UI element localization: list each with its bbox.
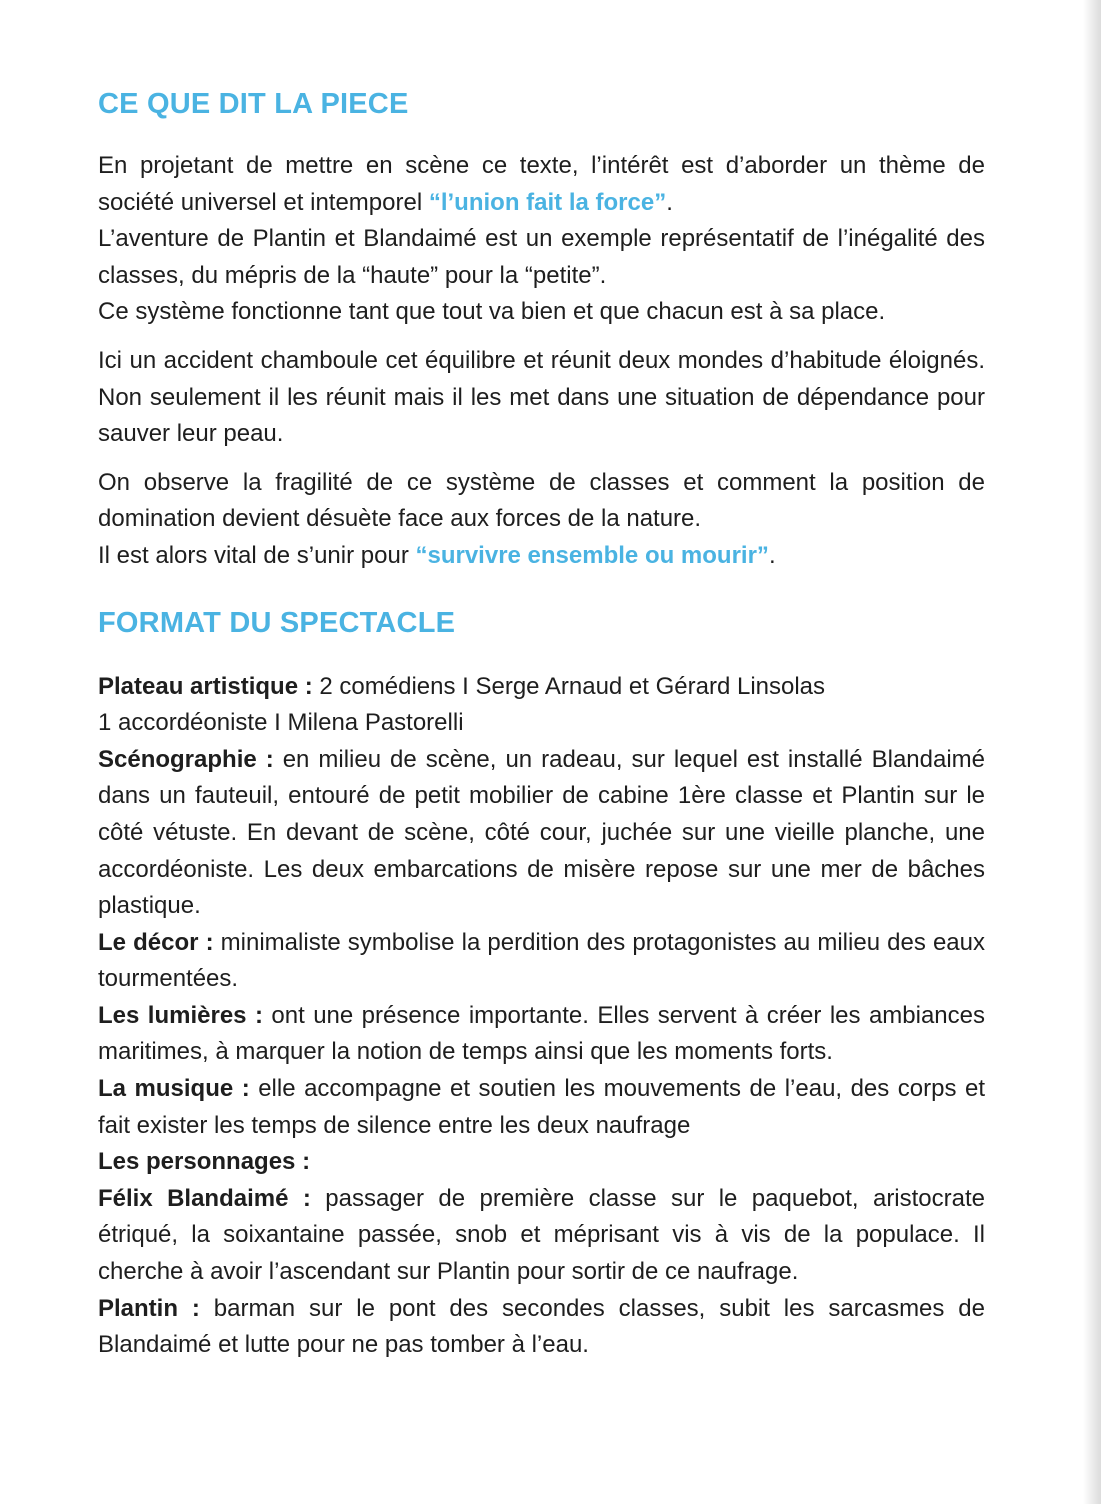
page-edge-shadow <box>1083 0 1101 1504</box>
label-felix: Félix Blandaimé : <box>98 1184 311 1212</box>
item-musique <box>98 1071 985 1144</box>
paragraph-accident: Ici un accident chamboule cet équilibre et réunit deux mondes d’habitude éloignés. Non seulement il les réunit mais il les met dans une situation de dépendance pour sauver leur peau. <box>98 346 985 448</box>
label-lumieres: Les lumières : <box>98 1001 263 1029</box>
text-lumieres: ont une présence importante. Elles servent à créer les ambiances maritimes, à marquer la notion de temps ainsi que les moments forts. <box>98 1001 986 1066</box>
paragraph-theme <box>98 148 985 221</box>
label-decor: Le décor : <box>98 928 214 956</box>
paragraph-survivre-end: . <box>768 541 776 569</box>
quote-survivre: “survivre ensemble ou mourir” <box>415 541 769 569</box>
paragraph-survivre <box>98 538 985 575</box>
section-title-format: FORMAT DU SPECTACLE <box>98 606 456 639</box>
label-scenographie: Scénographie : <box>98 745 274 773</box>
item-lumieres <box>98 998 985 1071</box>
paragraph-survivre-text: Il est alors vital de s’unir pour <box>98 541 416 569</box>
text-felix: passager de première classe sur le paquebot, aristocrate étriqué, la soixantaine passée, snob et méprisant vis à vis de la populace. Il cherche à avoir l’ascendant sur Plantin pour sortir de ce naufrage. <box>98 1184 986 1286</box>
document-page <box>98 82 985 1364</box>
item-plateau-accordeon: 1 accordéoniste I Milena Pastorelli <box>98 709 464 737</box>
item-felix <box>98 1181 985 1291</box>
item-scenographie <box>98 742 985 925</box>
text-musique: elle accompagne et soutien les mouvements de l’eau, des corps et fait exister les temps de silence entre les deux naufrage <box>98 1075 985 1139</box>
paragraph-aventure: L’aventure de Plantin et Blandaimé est un exemple représentatif de l’inégalité des classes, du mépris de la “haute” pour la “petite”. <box>98 225 985 289</box>
paragraph-theme-text: En projetant de mettre en scène ce texte, l’intérêt est d’aborder un thème de société universel et intemporel <box>98 152 985 216</box>
text-plateau: 2 comédiens I Serge Arnaud et Gérard Linsolas <box>312 672 826 700</box>
label-plantin: Plantin : <box>98 1294 200 1322</box>
paragraph-theme-end: . <box>666 188 673 216</box>
paragraph-systeme: Ce système fonctionne tant que tout va bien et que chacun est à sa place. <box>98 298 886 326</box>
quote-union: “l’union fait la force” <box>428 188 667 216</box>
text-scenographie: en milieu de scène, un radeau, sur lequel est installé Blandaimé dans un fauteuil, entouré de petit mobilier de cabine 1ère classe et Plantin sur le côté vétuste. En devant de scène, côté cour, juchée sur une vieille planche, une accordéoniste. Les deux embarcations de misère repose sur une mer de bâches plastique. <box>98 745 986 920</box>
item-plantin <box>98 1291 985 1364</box>
text-decor: minimaliste symbolise la perdition des protagonistes au milieu des eaux tourmentées. <box>98 928 985 993</box>
item-personnages <box>98 1144 985 1181</box>
label-plateau: Plateau artistique : <box>98 672 313 700</box>
label-personnages: Les personnages : <box>98 1148 311 1176</box>
text-plantin: barman sur le pont des secondes classes, subit les sarcasmes de Blandaimé et lutte pour ne pas tomber à l’eau. <box>98 1294 985 1359</box>
section-title-piece: CE QUE DIT LA PIECE <box>98 88 409 120</box>
item-plateau <box>98 669 985 706</box>
paragraph-fragilite: On observe la fragilité de ce système de classes et comment la position de domination devient désuète face aux forces de la nature. <box>98 468 985 533</box>
item-decor <box>98 925 985 998</box>
label-musique: La musique : <box>98 1075 250 1103</box>
